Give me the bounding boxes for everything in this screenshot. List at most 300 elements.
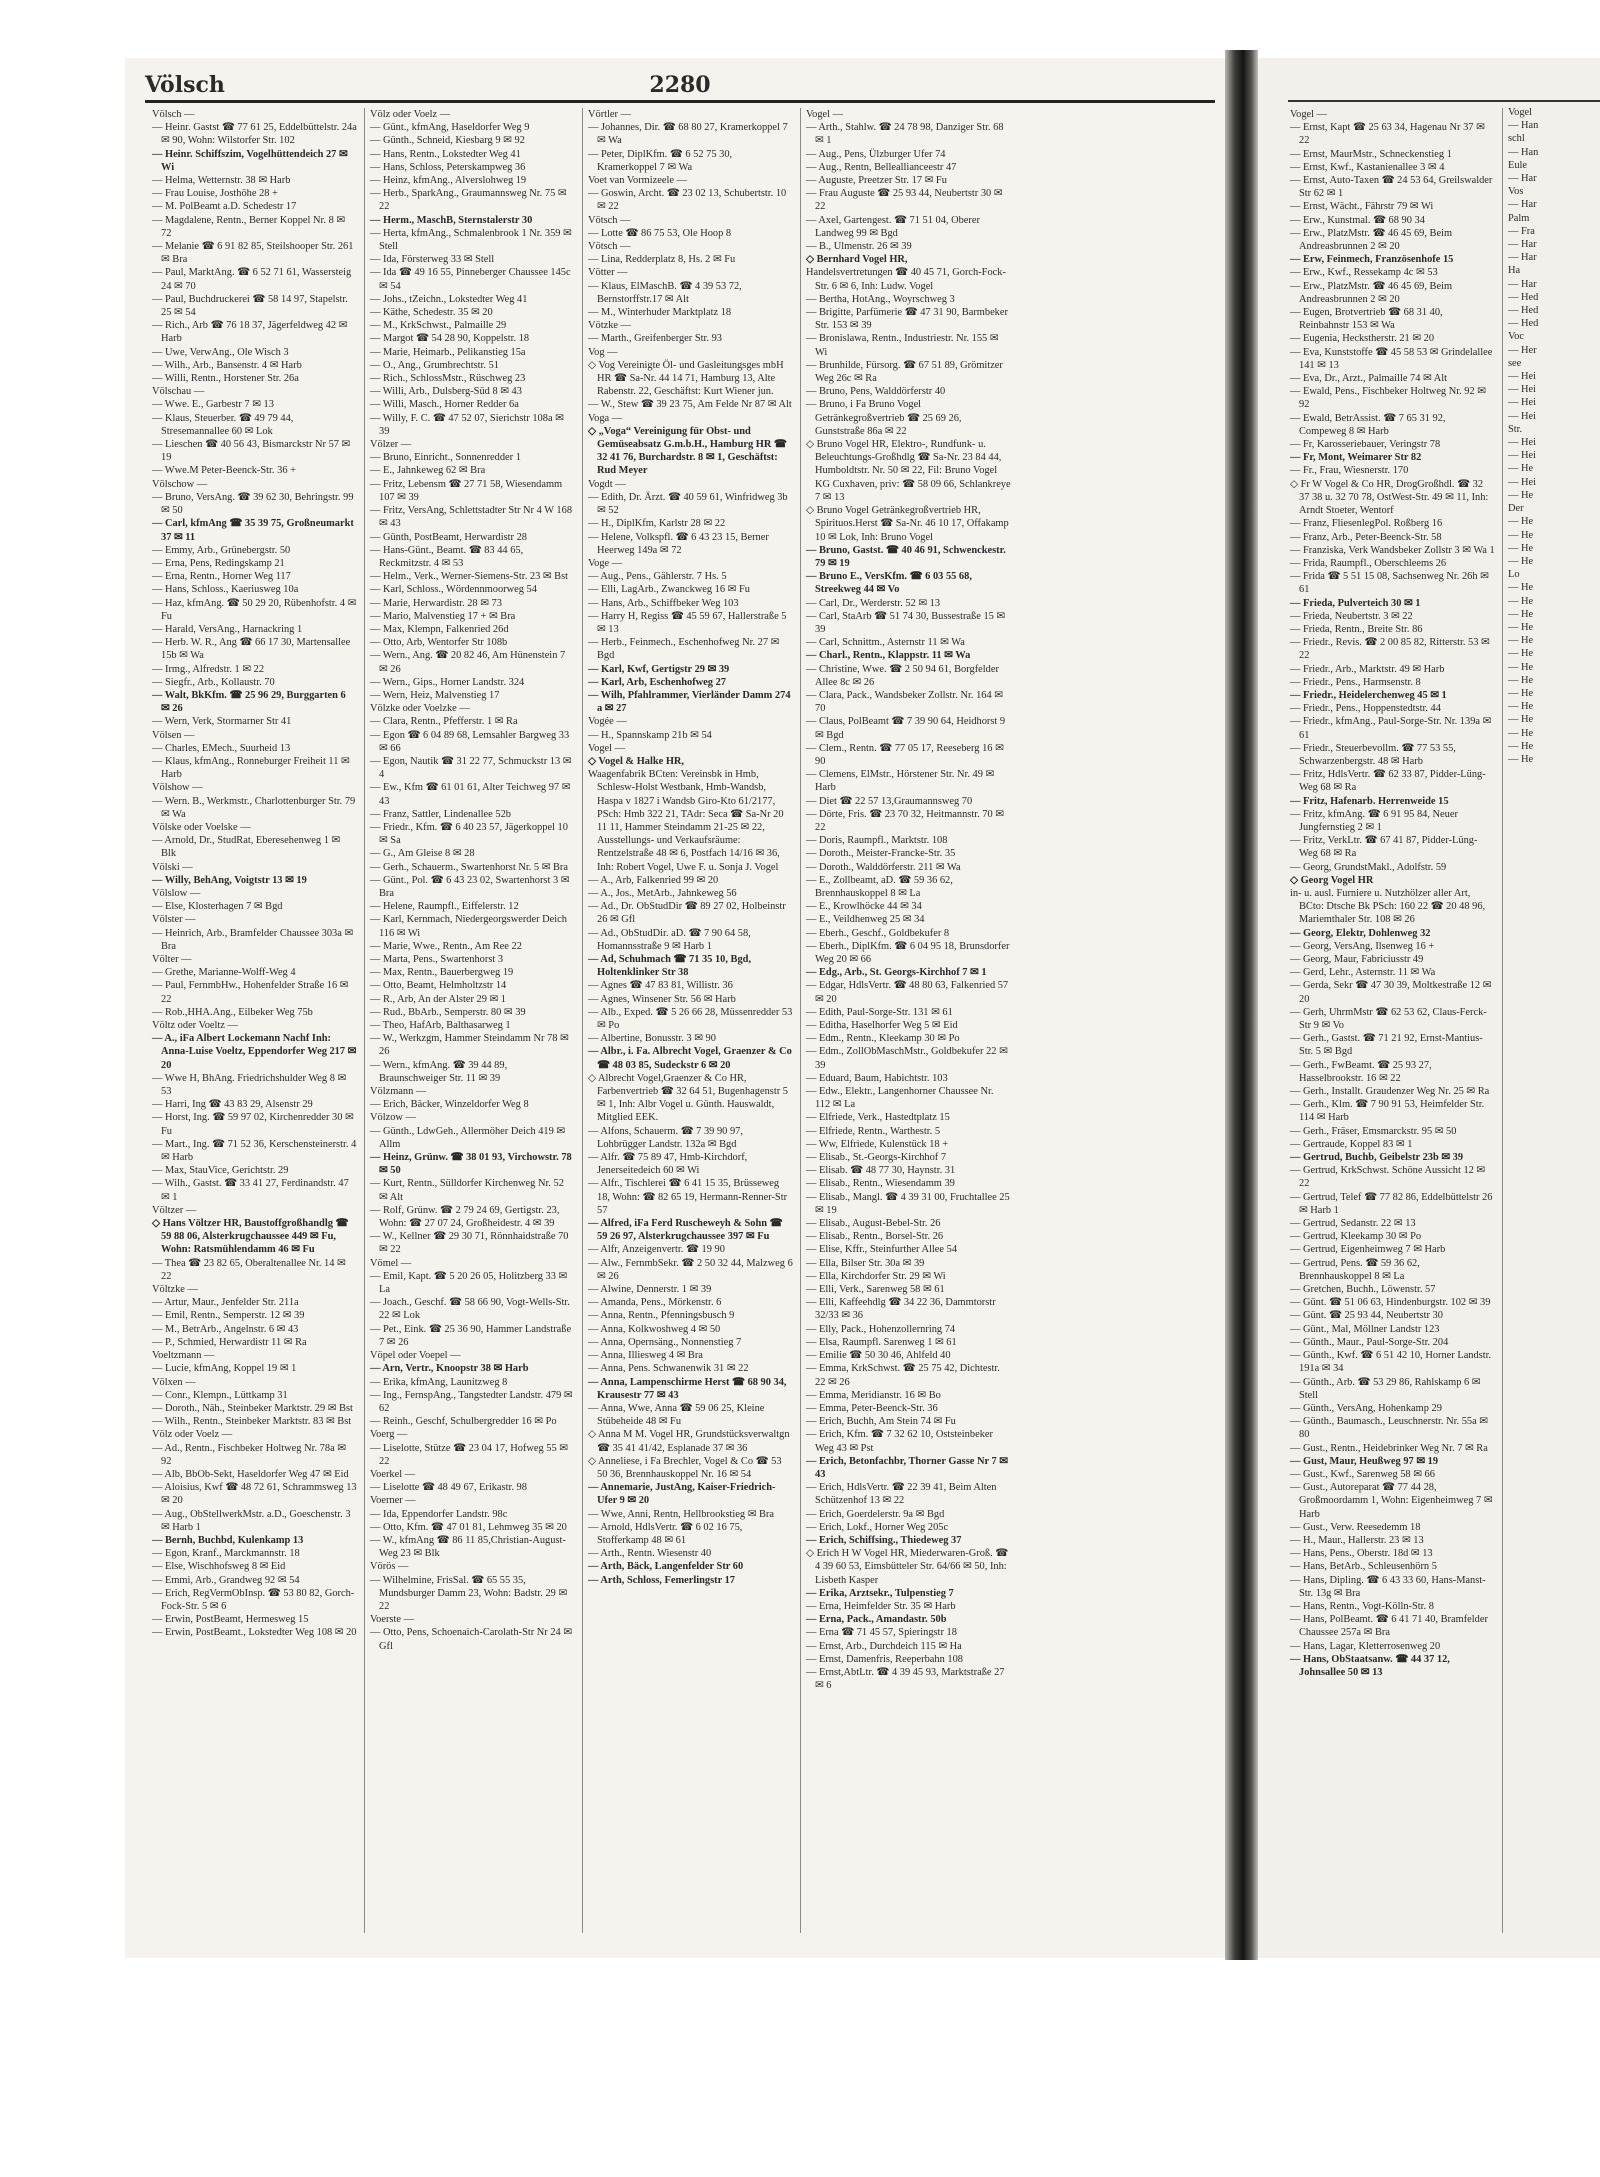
directory-entry: — Wern., Ang. ☎ 20 82 46, Am Hünenstein 7 ✉ 26 <box>370 650 566 675</box>
truncated-entry: — Fra <box>1508 225 1535 237</box>
directory-entry: — Haz, kfmAng. ☎ 50 29 20, Rübenhofstr. 4 ✉ Fu <box>152 597 357 622</box>
directory-entry: ◇ Vog Vereinigte Öl- und Gasleitungsges mbH HR ☎ Sa-Nr. 44 14 71, Hamburg 13, Alte Rabenstr. 22, Geschäftst: Kurt Wiener jun. <box>588 359 784 398</box>
directory-entry: — Hans, Arb., Schiffbeker Weg 103 <box>588 597 739 609</box>
truncated-entry: — He <box>1508 753 1534 765</box>
directory-entry: — Artur, Maur., Jenfelder Str. 211a <box>152 1297 299 1309</box>
header-rule <box>145 100 1215 103</box>
directory-entry: — Günth, PostBeamt, Herwardistr 28 <box>370 531 527 543</box>
directory-entry: — Herb., Feinmech., Eschenhofweg Nr. 27 ✉ Bgd <box>588 637 780 662</box>
directory-entry: — Gertrud, Telef ☎ 77 82 86, Eddelbüttelstr 26 ✉ Harb 1 <box>1290 1191 1493 1216</box>
directory-entry: — Gerh., Gastst. ☎ 71 21 92, Ernst-Mantius-Str. 5 ✉ Bgd <box>1290 1033 1483 1058</box>
directory-entry: — W., kfmAng ☎ 86 11 85,Christian-August-Weg 23 ✉ Blk <box>370 1534 566 1560</box>
directory-entry: — Fritz, VerkLtr. ☎ 67 41 87, Pidder-Lüng-Weg 68 ✉ Ra <box>1290 835 1478 860</box>
directory-entry: — E., Krowlhöcke 44 ✉ 34 <box>806 901 922 913</box>
truncated-entry: — He <box>1508 701 1534 713</box>
directory-entry: — Emilie ☎ 50 30 46, Ahlfeld 40 <box>806 1350 951 1362</box>
directory-entry: — Doroth., Meister-Francke-Str. 35 <box>806 848 956 860</box>
directory-entry: — Max, Klempn, Falkenried 26d <box>370 623 509 635</box>
truncated-entry: — He <box>1508 674 1534 686</box>
directory-entry: — Friedr., Pens., Harmsenstr. 8 <box>1290 676 1421 688</box>
directory-entry: — Karl, Kernmach, Niedergeorgswerder Deich 116 ✉ Wi <box>370 914 567 939</box>
surname-heading: Vörtler — <box>588 109 631 120</box>
surname-heading: Völtz oder Voeltz — <box>152 1020 238 1032</box>
directory-entry: — Fr., Frau, Wiesnerstr. 170 <box>1290 465 1409 477</box>
directory-entry: — Hans, PolBeamt. ☎ 6 41 71 40, Bramfelder Chaussee 257a ✉ Bra <box>1290 1614 1488 1639</box>
truncated-entry: — Har <box>1508 173 1537 185</box>
truncated-entry: — He <box>1508 648 1534 660</box>
directory-entry: — Aug., Pens, Ülzburger Ufer 74 <box>806 148 946 160</box>
directory-column-5 <box>1290 108 1495 1679</box>
directory-entry: — Else, Klosterhagen 7 ✉ Bgd <box>152 901 283 913</box>
directory-entry: — Helene, Raumpfl., Eiffelerstr. 12 <box>370 901 519 913</box>
directory-entry: — Frieda, Neubertstr. 3 ✉ 22 <box>1290 610 1413 622</box>
directory-entry: — Elli, Verk., Sarenweg 58 ✉ 61 <box>806 1284 945 1296</box>
directory-entry: — Emmi, Arb., Grandweg 92 ✉ 54 <box>152 1574 300 1586</box>
directory-entry: — Ernst,AbtLtr. ☎ 4 39 45 93, Marktstraße 27 ✉ 6 <box>806 1666 1005 1692</box>
directory-entry: — Annemarie, JustAng, Kaiser-Friedrich-Ufer 9 ✉ 20 <box>588 1482 776 1507</box>
surname-heading: Voerste — <box>370 1614 414 1626</box>
truncated-entry: — Hei <box>1508 410 1536 422</box>
directory-entry: — Ella, Kirchdorfer Str. 29 ✉ Wi <box>806 1270 946 1282</box>
directory-entry: — Alfr., Tischlerei ☎ 6 41 15 35, Brüsseweg 18, Wohn: ☎ 82 65 19, Hermann-Renner-Str 57 <box>588 1178 788 1216</box>
directory-entry: — Horst, Ing. ☎ 59 97 02, Kirchenredder 30 ✉ Fu <box>152 1112 354 1137</box>
directory-entry: — Erw., PlatzMstr. ☎ 46 45 69, Beim Andreasbrunnen 2 ✉ 20 <box>1290 280 1453 305</box>
directory-entry: — Günth., LdwGeh., Allermöher Deich 419 ✉ Allm <box>370 1125 566 1150</box>
directory-entry: — O., Ang., Grumbrechtstr. 51 <box>370 359 500 371</box>
surname-heading: Völsen — <box>152 729 195 741</box>
truncated-entry: — He <box>1508 555 1534 567</box>
directory-entry: — Carl, kfmAng ☎ 35 39 75, Großneumarkt 37 ✉ 11 <box>152 518 354 543</box>
directory-column-4 <box>806 108 1011 1692</box>
directory-column-1 <box>152 108 357 1640</box>
directory-entry: — Hans, Rentn., Vogt-Kölln-Str. 8 <box>1290 1600 1434 1612</box>
directory-entry: — Wilh., Gastst. ☎ 33 41 27, Ferdinandstr. 47 ✉ 1 <box>152 1178 349 1203</box>
directory-entry: — Marta, Pens., Swartenhorst 3 <box>370 954 504 965</box>
directory-entry: — Lina, Redderplatz 8, Hs. 2 ✉ Fu <box>588 254 736 266</box>
surname-heading: Vöpel oder Voepel — <box>370 1350 461 1362</box>
truncated-entry: — Har <box>1508 278 1537 290</box>
surname-heading: Völzmann — <box>370 1086 427 1098</box>
directory-entry: — Erna, Pack., Amandastr. 50b <box>806 1614 947 1626</box>
directory-entry: — Diet ☎ 22 57 13,Graumannsweg 70 <box>806 795 973 807</box>
directory-entry: — Friedr., Pens., Hoppenstedtstr. 44 <box>1290 703 1441 715</box>
column-divider <box>364 108 365 1933</box>
directory-entry: — Gerh., Fräser, Emsmarckstr. 95 ✉ 50 <box>1290 1125 1457 1137</box>
directory-entry: — Erw., Kunstmal. ☎ 68 90 34 <box>1290 214 1425 226</box>
directory-entry: — Harald, VersAng., Harnackring 1 <box>152 623 303 635</box>
directory-entry: — Frida, Raumpfl., Oberschleems 26 <box>1290 557 1447 569</box>
directory-entry: — Arth., Rentn. Wiesenstr 40 <box>588 1548 712 1560</box>
directory-entry: — Pet., Eink. ☎ 25 36 90, Hammer Landstraße 7 ✉ 26 <box>370 1323 572 1348</box>
surname-heading: Völzer — <box>370 439 412 451</box>
truncated-entry: — He <box>1508 740 1534 752</box>
page-number: 2280 <box>649 72 711 98</box>
directory-entry: ◇ Erich H W Vogel HR, Miederwaren-Groß. ☎ 4 39 60 53, Eimsbütteler Str. 64/66 ✉ 50, Inh: Lisbeth Kasper <box>806 1548 1009 1586</box>
directory-entry: — Frieda, Rentn., Breite Str. 86 <box>1290 623 1423 635</box>
directory-entry: — Bernh, Buchbd, Kulenkamp 13 <box>152 1534 304 1546</box>
directory-entry: — Erich, Goerdelerstr. 9a ✉ Bgd <box>806 1508 945 1520</box>
directory-entry: — Alwine, Dennerstr. 1 ✉ 39 <box>588 1284 712 1296</box>
directory-entry: — Elisab. ☎ 48 77 30, Haynstr. 31 <box>806 1165 956 1177</box>
directory-entry: — Ida, Försterweg 33 ✉ Stell <box>370 254 495 266</box>
directory-entry: — Johannes, Dir. ☎ 68 80 27, Kramerkoppel 7 ✉ Wa <box>588 122 788 147</box>
directory-entry: — Elisab., Mangl. ☎ 4 39 31 00, Fruchtallee 25 ✉ 19 <box>806 1191 1010 1216</box>
truncated-entry: — He <box>1508 463 1534 475</box>
directory-entry: — Arnold, Dr., StudRat, Eberesehenweg 1 ✉ Blk <box>152 835 341 860</box>
directory-entry: — Erich, Schiffsing., Thiedeweg 37 <box>806 1534 962 1546</box>
truncated-entry: — Hei <box>1508 371 1536 383</box>
directory-entry: — Fritz, VersAng, Schlettstadter Str Nr 4 W 168 ✉ 43 <box>370 505 573 530</box>
surname-heading: Vötsch — <box>588 241 631 253</box>
directory-entry: — Friedr., Kfm. ☎ 6 40 23 57, Jägerkoppel 10 ✉ Sa <box>370 821 568 847</box>
directory-entry: ◇ „Voga“ Vereinigung für Obst- und Gemüseabsatz G.m.b.H., Hamburg HR ☎ 32 41 76, Burchardstr. 8 ✉ 1, Geschäftst: Rud Meyer <box>588 425 787 477</box>
directory-entry: — Wilh., Arb., Bansenstr. 4 ✉ Harb <box>152 359 302 371</box>
truncated-entry: — Hei <box>1508 397 1536 409</box>
directory-entry: — Klaus, kfmAng., Ronneburger Freiheit 11 ✉ Harb <box>152 755 350 781</box>
directory-entry: — Franz, FliesenlegPol. Roßberg 16 <box>1290 518 1443 530</box>
surname-heading: Völz oder Voelz — <box>370 109 451 120</box>
directory-entry: — Elly, Pack., Hohenzollernring 74 <box>806 1323 956 1335</box>
directory-entry: — M., Winterhuder Marktplatz 18 <box>588 307 732 319</box>
truncated-entry: Vos <box>1508 186 1524 198</box>
directory-entry: ◇ Bruno Vogel Getränkegroßvertrieb HR, Spirituos.Herst ☎ Sa-Nr. 46 10 17, Offakamp 10 ✉ Lok, Inh: Bruno Vogel <box>806 505 1009 543</box>
truncated-entry: see <box>1508 357 1522 369</box>
directory-entry: — Günt., Mal, Möllner Landstr 123 <box>1290 1323 1440 1335</box>
directory-entry: — Wwe H, BhAng. Friedrichshulder Weg 8 ✉ 53 <box>152 1072 347 1098</box>
directory-entry: — Edm., ZollObMaschMstr., Goldbekufer 22 ✉ 39 <box>806 1046 1008 1071</box>
directory-entry: — Hans, Lagar, Kletterrosenweg 20 <box>1290 1640 1441 1652</box>
directory-entry: ◇ Anneliese, i Fa Brechler, Vogel & Co ☎ 53 50 36, Brennhauskoppel Nr. 16 ✉ 54 <box>588 1455 782 1480</box>
directory-entry: — Edm., Rentn., Kleekamp 30 ✉ Po <box>806 1033 960 1045</box>
directory-entry: — Fritz, Hafenarb. Herrenweide 15 <box>1290 795 1449 807</box>
surname-heading: Völske oder Voelske — <box>152 821 251 833</box>
surname-heading: Vogdt — <box>588 478 626 490</box>
directory-entry: — Friedr., Arb., Marktstr. 49 ✉ Harb <box>1290 663 1445 675</box>
directory-entry: — Johs., tZeichn., Lokstedter Weg 41 <box>370 293 528 305</box>
directory-entry: — Elisab., August-Bebel-Str. 26 <box>806 1218 941 1230</box>
directory-entry: — Gust., Autoreparat ☎ 77 44 28, Großmoordamm 1, Wohn: Eigenheimweg 7 ✉ Harb <box>1290 1482 1493 1520</box>
directory-entry: — Edith, Paul-Sorge-Str. 131 ✉ 61 <box>806 1006 953 1018</box>
directory-entry: — Clara, Rentn., Pfefferstr. 1 ✉ Ra <box>370 716 518 728</box>
directory-entry: — Lucie, kfmAng, Koppel 19 ✉ 1 <box>152 1363 297 1375</box>
directory-entry: — Anna, Lampenschirme Herst ☎ 68 90 34, Krausestr 77 ✉ 43 <box>588 1376 787 1401</box>
directory-entry: — Gertrud, Pens. ☎ 59 36 62, Brennhauskoppel 8 ✉ La <box>1290 1257 1420 1282</box>
truncated-entry: — He <box>1508 661 1534 673</box>
directory-entry: — Elise, Kffr., Steinfurther Allee 54 <box>806 1244 958 1256</box>
directory-entry: — Elisab., St.-Georgs-Kirchhof 7 <box>806 1152 947 1164</box>
directory-entry: — Georg, Maur, Fabriciusstr 49 <box>1290 954 1424 965</box>
directory-entry: — M., KrkSchwst., Palmaille 29 <box>370 320 507 332</box>
directory-entry: ◇ Anna M M. Vogel HR, Grundstücksverwaltgn ☎ 35 41 41/42, Esplanade 37 ✉ 36 <box>588 1429 790 1454</box>
directory-entry: — Arth, Bäck, Langenfelder Str 60 <box>588 1561 744 1573</box>
directory-entry: — Emma, Meridianstr. 16 ✉ Bo <box>806 1389 941 1401</box>
directory-entry: — Rud., BbArb., Semperstr. 80 ✉ 39 <box>370 1006 526 1018</box>
directory-entry: — Gust, Maur, Heußweg 97 ✉ 19 <box>1290 1455 1439 1467</box>
directory-entry: — Wern., Gips., Horner Landstr. 324 <box>370 676 525 688</box>
directory-entry: — Ad., ObStudDir. aD. ☎ 7 90 64 58, Homannsstraße 9 ✉ Harb 1 <box>588 927 751 952</box>
directory-entry: — Gerh., FwBeamt. ☎ 25 93 27, Hasselbrookstr. 16 ✉ 22 <box>1290 1059 1432 1084</box>
directory-entry: — Günt. ☎ 51 06 63, Hindenburgstr. 102 ✉ 39 <box>1290 1297 1491 1309</box>
directory-entry: — Theo, HafArb, Balthasarweg 1 <box>370 1020 511 1032</box>
truncated-entry: — He <box>1508 714 1534 726</box>
directory-entry: — Hans, Schloss, Peterskampweg 36 <box>370 161 526 173</box>
truncated-entry: — Har <box>1508 252 1537 264</box>
directory-entry: — Otto, Arb, Wentorfer Str 108b <box>370 637 508 649</box>
directory-entry: — Gerh., Installt. Graudenzer Weg Nr. 25 ✉ Ra <box>1290 1086 1490 1098</box>
directory-entry: — Wilh, Pfahlrammer, Vierländer Damm 274 a ✉ 27 <box>588 689 791 715</box>
directory-entry: — Frida ☎ 5 51 15 08, Sachsenweg Nr. 26h ✉ 61 <box>1290 571 1489 596</box>
directory-column-3 <box>588 108 793 1587</box>
directory-entry: — Ad., Rentn., Fischbeker Holtweg Nr. 78a ✉ 92 <box>152 1442 346 1467</box>
directory-entry: — Bruno, Pens, Walddörferstr 40 <box>806 386 946 398</box>
directory-entry: — Hans, Dipling. ☎ 6 43 33 60, Hans-Manst-Str. 13g ✉ Bra <box>1290 1574 1486 1599</box>
directory-entry: — Ida, Eppendorfer Landstr. 98c <box>370 1508 508 1520</box>
directory-entry: — H., Spannskamp 21b ✉ 54 <box>588 729 712 741</box>
directory-entry: — Otto, Pens, Schoenaich-Carolath-Str Nr 24 ✉ Gfl <box>370 1627 573 1652</box>
truncated-entry: — He <box>1508 621 1534 633</box>
directory-entry: — Elisab., Rentn., Wiesendamm 39 <box>806 1178 955 1190</box>
directory-entry: — A., iFa Albert Lockemann Nachf Inh: Anna-Luise Voeltz, Eppendorfer Weg 217 ✉ 20 <box>152 1033 357 1071</box>
directory-entry: — Doroth., Walddörferstr. 211 ✉ Wa <box>806 861 961 873</box>
directory-entry: Handelsvertretungen ☎ 40 45 71, Gorch-Fock-Str. 6 ✉ 6, Inh: Ludw. Vogel <box>806 267 1006 292</box>
directory-entry: — Emma, Peter-Beenck-Str. 36 <box>806 1402 938 1414</box>
surname-heading: Völshow — <box>152 782 203 794</box>
directory-entry: — Wwe. E., Garbestr 7 ✉ 13 <box>152 399 274 411</box>
directory-entry: — Gertrud, KrkSchwst. Schöne Aussicht 12 ✉ 22 <box>1290 1165 1486 1190</box>
directory-entry: ◇ Bruno Vogel HR, Elektro-, Rundfunk- u. Beleuchtungs-Großhdlg ☎ Sa-Nr. 23 84 44, Humboldtstr. Nr. 50 ✉ 22, Fil: Bruno Vogel KG Cuxhaven, priv: ☎ 58 09 66, Schlankreye 7 ✉ 13 <box>806 439 1011 503</box>
directory-entry: — Klaus, Steuerber. ☎ 49 79 44, Stresemannallee 60 ✉ Lok <box>152 412 294 437</box>
directory-entry: — Elfriede, Rentn., Warthestr. 5 <box>806 1125 941 1137</box>
directory-entry: — Liselotte, Stütze ☎ 23 04 17, Hofweg 55 ✉ 22 <box>370 1442 568 1467</box>
directory-entry: — Fritz, kfmAng. ☎ 6 91 95 84, Neuer Jungfernstieg 2 ✉ 1 <box>1290 808 1458 833</box>
directory-entry: — Fr, Mont, Weimarer Str 82 <box>1290 452 1422 464</box>
surname-heading: Vogel — <box>806 109 844 120</box>
directory-entry: — Bruno, Einricht., Sonnenredder 1 <box>370 452 521 464</box>
truncated-entry: Str. <box>1508 423 1523 435</box>
directory-entry: — Albertine, Bonusstr. 3 ✉ 90 <box>588 1033 716 1045</box>
directory-entry: ◇ Bernhard Vogel HR, <box>806 254 908 266</box>
directory-entry: — Ernst, Arb., Durchdeich 115 ✉ Ha <box>806 1640 962 1652</box>
directory-entry: — Gertrud, Sedanstr. 22 ✉ 13 <box>1290 1218 1416 1230</box>
book-gutter <box>1225 50 1258 1960</box>
surname-heading: Vötter — <box>588 267 628 279</box>
surname-heading: Vörös — <box>370 1561 409 1573</box>
directory-entry: — Gretchen, Buchh., Löwenstr. 57 <box>1290 1284 1436 1296</box>
directory-entry: — Anna, Wwe, Anna ☎ 59 06 25, Kleine Stübeheide 48 ✉ Fu <box>588 1402 765 1428</box>
surname-heading: Vötsch — <box>588 214 631 226</box>
directory-entry: — Hans, Pens., Oberstr. 18d ✉ 13 <box>1290 1548 1433 1560</box>
directory-entry: — Margot ☎ 54 28 90, Koppelstr. 18 <box>370 333 530 345</box>
directory-entry: — Walt, BkKfm. ☎ 25 96 29, Burggarten 6 ✉ 26 <box>152 689 346 715</box>
directory-entry: — Mart., Ing. ☎ 71 52 36, Kerschensteinerstr. 4 ✉ Harb <box>152 1138 357 1164</box>
directory-entry: — Rolf, Grünw. ☎ 2 79 24 69, Gertigstr. 23, Wohn: ☎ 27 07 24, Großheidestr. 4 ✉ 39 <box>370 1204 560 1230</box>
directory-entry: — Rich., SchlossMstr., Rüschweg 23 <box>370 373 526 385</box>
directory-entry: — Erna, Heimfelder Str. 35 ✉ Harb <box>806 1600 956 1612</box>
directory-entry: — Agnes ☎ 47 83 81, Willistr. 36 <box>588 980 733 992</box>
directory-entry: — Erich, RegVermObInsp. ☎ 53 80 82, Gorch-Fock-Str. 5 ✉ 6 <box>152 1587 355 1612</box>
directory-entry: — Elfriede, Verk., Hastedtplatz 15 <box>806 1112 950 1124</box>
directory-entry: — Albr., i. Fa. Albrecht Vogel, Graenzer & Co ☎ 48 03 85, Sudeckstr 6 ✉ 20 <box>588 1046 792 1071</box>
directory-entry: — Erich, Betonfachbr, Thorner Gasse Nr 7 ✉ 43 <box>806 1455 1008 1480</box>
directory-entry: — Joach., Geschf. ☎ 58 66 90, Vogt-Wells-Str. 22 ✉ Lok <box>370 1297 570 1322</box>
surname-heading: Völzow — <box>370 1112 416 1124</box>
directory-entry: — Erich, Lokf., Horner Weg 205c <box>806 1521 949 1533</box>
directory-entry: — Helma, Wetternstr. 38 ✉ Harb <box>152 175 291 187</box>
directory-entry: — Anna, Pens. Schwanenwik 31 ✉ 22 <box>588 1363 749 1375</box>
directory-entry: — Ww, Elfriede, Kulenstück 18 + <box>806 1138 949 1150</box>
directory-entry: — Arth., Stahlw. ☎ 24 78 98, Danziger Str. 68 ✉ 1 <box>806 122 1004 147</box>
directory-entry: — Ernst, Wächt., Fährstr 79 ✉ Wi <box>1290 201 1434 213</box>
truncated-entry: — He <box>1508 489 1534 501</box>
directory-entry: — Melanie ☎ 6 91 82 85, Steilshooper Str. 261 ✉ Bra <box>152 241 354 266</box>
surname-heading: Vömel — <box>370 1257 412 1269</box>
directory-entry: — Karl, Arb, Eschenhofweg 27 <box>588 676 726 688</box>
truncated-entry: — He <box>1508 529 1534 541</box>
surname-heading: Völxen — <box>152 1376 196 1388</box>
directory-entry: — Ernst, Kwf., Kastanienallee 3 ✉ 4 <box>1290 161 1445 173</box>
directory-entry: — Georg, VersAng, Ilsenweg 16 + <box>1290 940 1435 952</box>
truncated-entry: — He <box>1508 635 1534 647</box>
directory-entry: — Marie, Heimarb., Pelikanstieg 15a <box>370 346 526 358</box>
directory-entry: — Eduard, Baum, Habichtstr. 103 <box>806 1072 948 1084</box>
truncated-entry: — Han <box>1508 120 1539 132</box>
directory-entry: — Gerd, Lehr., Asternstr. 11 ✉ Wa <box>1290 967 1436 979</box>
directory-entry: — Erich, Bäcker, Winzeldorfer Weg 8 <box>370 1099 529 1111</box>
directory-entry: — Helm., Verk., Werner-Siemens-Str. 23 ✉ Bst <box>370 571 569 583</box>
directory-entry: — Brigitte, Parfümerie ☎ 47 31 90, Barmbeker Str. 153 ✉ 39 <box>806 307 1008 332</box>
directory-entry: — Lotte ☎ 86 75 53, Ole Hoop 8 <box>588 227 732 239</box>
directory-entry: — Friedr., Heidelerchenweg 45 ✉ 1 <box>1290 689 1447 701</box>
directory-entry: — Erich, Buchh, Am Stein 74 ✉ Fu <box>806 1416 956 1428</box>
directory-entry: — Willi, Masch., Horner Redder 6a <box>370 399 519 411</box>
directory-entry: — Alfr. ☎ 75 89 47, Hmb-Kirchdorf, Jenerseitedeich 60 ✉ Wi <box>588 1152 748 1177</box>
directory-entry: — Claus, PolBeamt ☎ 7 39 90 64, Heidhorst 9 ✉ Bgd <box>806 716 1006 741</box>
directory-entry: — Fr, Karosseriebauer, Veringstr 78 <box>1290 439 1441 451</box>
surname-heading: Vog — <box>588 346 618 358</box>
truncated-entry: — Har <box>1508 239 1537 251</box>
directory-entry: — Wern. B., Werkmstr., Charlottenburger Str. 79 ✉ Wa <box>152 795 356 820</box>
truncated-entry: — He <box>1508 727 1534 739</box>
directory-entry: — Wwe.M Peter-Beenck-Str. 36 + <box>152 465 296 477</box>
truncated-entry: Palm <box>1508 212 1530 224</box>
directory-entry: — Otto, Beamt, Helmholtzstr 14 <box>370 980 507 992</box>
truncated-entry: — He <box>1508 516 1534 528</box>
surname-heading: Voga — <box>588 412 623 424</box>
truncated-entry: — He <box>1508 608 1534 620</box>
directory-entry: — Carl, Schnittm., Asternstr 11 ✉ Wa <box>806 637 965 649</box>
directory-entry: — W., Stew ☎ 39 23 75, Am Felde Nr 87 ✉ Alt <box>588 399 792 411</box>
truncated-entry: — Hed <box>1508 318 1539 330</box>
directory-entry: — Rich., Arb ☎ 76 18 37, Jägerfeldweg 42 ✉ Harb <box>152 320 348 345</box>
directory-entry: — Franz, Arb., Peter-Beenck-Str. 58 <box>1290 531 1442 543</box>
surname-heading: Voerner — <box>370 1495 416 1507</box>
directory-entry: — Hans, BetArb., Schleusenhörn 5 <box>1290 1561 1437 1573</box>
column-divider <box>800 108 801 1933</box>
directory-entry: — Bertha, HotAng., Woyrschweg 3 <box>806 293 955 305</box>
directory-entry: — Rob.,HHA.Ang., Eilbeker Weg 75b <box>152 1006 313 1018</box>
directory-entry: — Klaus, ElMaschB. ☎ 4 39 53 72, Bernstorffstr.17 ✉ Alt <box>588 280 742 305</box>
directory-entry: — Clem., Rentn. ☎ 77 05 17, Reeseberg 16 ✉ 90 <box>806 742 1004 767</box>
directory-entry: — Ernst, Kapt ☎ 25 63 34, Hagenau Nr 37 ✉ 22 <box>1290 122 1485 147</box>
truncated-entry: — Hei <box>1508 476 1536 488</box>
directory-entry: — Elsa, Raumpfl. Sarenweg 1 ✉ 61 <box>806 1336 957 1348</box>
directory-entry: — Carl, Dr., Werderstr. 52 ✉ 13 <box>806 597 941 609</box>
directory-entry: — Marie, Wwe., Rentn., Am Ree 22 <box>370 940 522 952</box>
truncated-entry: — Hei <box>1508 437 1536 449</box>
directory-entry: — Herb. W. R., Ang ☎ 66 17 30, Martensallee 15b ✉ Wa <box>152 637 351 662</box>
directory-entry: — Friedr., kfmAng., Paul-Sorge-Str. Nr. 139a ✉ 61 <box>1290 716 1492 741</box>
directory-entry: — Carl, StaArb ☎ 51 74 30, Bussestraße 15 ✉ 39 <box>806 610 1006 635</box>
directory-entry: — Aug., Pens., Gählerstr. 7 Hs. 5 <box>588 571 727 583</box>
directory-entry: — Eberh., DiplKfm. ☎ 6 04 95 18, Brunsdorfer Weg 20 ✉ 66 <box>806 940 1010 965</box>
directory-entry: — Agnes, Winsener Str. 56 ✉ Harb <box>588 993 736 1005</box>
directory-entry: — Friedr., Steuerbevollm. ☎ 77 53 55, Schwarzenbergstr. 48 ✉ Harb <box>1290 742 1456 767</box>
directory-entry: — Gerh, UhrmMstr ☎ 62 53 62, Claus-Ferck-Str 9 ✉ Vo <box>1290 1006 1487 1032</box>
directory-entry: — Gust., Rentn., Heidebrinker Weg Nr. 7 ✉ Ra <box>1290 1442 1488 1454</box>
directory-entry: — Elisab., Rentn., Borsel-Str. 26 <box>806 1231 944 1243</box>
truncated-entry: Vogel <box>1508 107 1533 118</box>
directory-entry: — Hans-Günt., Beamt. ☎ 83 44 65, Reckmitzstr. 4 ✉ 53 <box>370 544 524 569</box>
surname-heading: Völsch — <box>152 109 195 120</box>
directory-entry: — Eugenia, Heckstherstr. 21 ✉ 20 <box>1290 333 1435 345</box>
directory-entry: — Willy, F. C. ☎ 47 52 07, Sierichstr 108a ✉ 39 <box>370 412 564 437</box>
directory-entry: — Aug., ObStellwerkMstr. a.D., Goeschenstr. 3 ✉ Harb 1 <box>152 1508 351 1533</box>
directory-entry: — Heinr. Schiffszim, Vogelhüttendeich 27 ✉ Wi <box>152 148 348 173</box>
directory-entry: — Ad., Dr. ObStudDir ☎ 89 27 02, Holbeinstr 26 ✉ Gfl <box>588 901 786 926</box>
surname-heading: Völtzke — <box>152 1284 198 1296</box>
directory-entry: — Ewald, BetrAssist. ☎ 7 65 31 92, Compeweg 8 ✉ Harb <box>1290 412 1446 437</box>
directory-entry: — Arnold, HdlsVertr. ☎ 6 02 16 75, Stofferkamp 48 ✉ 61 <box>588 1521 743 1546</box>
directory-entry: — Erna, Pens, Redingskamp 21 <box>152 557 285 569</box>
directory-entry: — Bronislawa, Rentn., Industriestr. Nr. 155 ✉ Wi <box>806 333 999 358</box>
directory-entry: — Liselotte ☎ 48 49 67, Erikastr. 98 <box>370 1482 527 1494</box>
directory-entry: — Hans, ObStaatsanw. ☎ 44 37 12, Johnsallee 50 ✉ 13 <box>1290 1653 1450 1678</box>
directory-entry: — Alw., FernmbSekr. ☎ 2 50 32 44, Malzweg 6 ✉ 26 <box>588 1257 793 1282</box>
directory-column-6-edge <box>1508 106 1600 766</box>
directory-entry: — H., Maur., Hallerstr. 23 ✉ 13 <box>1290 1534 1424 1546</box>
directory-entry: — Egon ☎ 6 04 89 68, Lemsahler Bargweg 33 ✉ 66 <box>370 729 570 754</box>
directory-entry: — Clara, Pack., Wandsbeker Zollstr. Nr. 164 ✉ 70 <box>806 689 1003 715</box>
directory-entry: — Goswin, Archt. ☎ 23 02 13, Schubertstr. 10 ✉ 22 <box>588 188 787 213</box>
directory-entry: — Gerda, Sekr ☎ 47 30 39, Moltkestraße 12 ✉ 20 <box>1290 980 1492 1005</box>
directory-entry: — Heinz, Grünw. ☎ 38 01 93, Virchowstr. 78 ✉ 50 <box>370 1152 572 1177</box>
directory-entry: — Emma, KrkSchwst. ☎ 25 75 42, Dichtestr. 22 ✉ 26 <box>806 1363 1000 1388</box>
surname-heading: Völschow — <box>152 478 208 490</box>
directory-entry: — Ida ☎ 49 16 55, Pinneberger Chaussee 145c ✉ 54 <box>370 267 571 292</box>
directory-entry: — Ewald, Pens., Fischbeker Holtweg Nr. 92 ✉ 92 <box>1290 386 1487 411</box>
directory-entry: — Alb., Exped. ☎ 5 26 66 28, Müssenredder 53 ✉ Po <box>588 1006 793 1032</box>
truncated-entry: — He <box>1508 582 1534 594</box>
directory-entry: — Ad, Schuhmach ☎ 71 35 10, Bgd, Holtenklinker Str 38 <box>588 954 752 979</box>
truncated-entry: Eule <box>1508 159 1528 171</box>
directory-entry: — Bruno E., VersKfm. ☎ 6 03 55 68, Streekweg 44 ✉ Vo <box>806 571 972 596</box>
truncated-entry: — Har <box>1508 199 1537 211</box>
directory-entry: — Lieschen ☎ 40 56 43, Bismarckstr Nr 57 ✉ 19 <box>152 439 351 464</box>
directory-entry: — Conr., Klempn., Lüttkamp 31 <box>152 1389 288 1401</box>
directory-entry: — Frau Louise, Josthöhe 28 + <box>152 188 278 200</box>
directory-entry: — Irmg., Alfredstr. 1 ✉ 22 <box>152 663 265 675</box>
directory-entry: — Else, Wischhofsweg 8 ✉ Eid <box>152 1561 286 1573</box>
directory-entry: — Willi, Arb., Dulsberg-Süd 8 ✉ 43 <box>370 386 522 398</box>
directory-entry: in- u. ausl. Furniere u. Nutzhölzer aller Art, BCto: Dtsche Bk PSch: 160 22 ☎ 20 48 96, Mariemthaler Str. 108 ✉ 26 <box>1290 887 1486 926</box>
directory-entry: — Georg, Elektr, Dohlenweg 32 <box>1290 927 1431 939</box>
directory-entry: — Ew., Kfm ☎ 61 01 61, Alter Teichweg 97 ✉ 43 <box>370 782 571 807</box>
directory-entry: — Friedr., Revis. ☎ 2 00 85 82, Ritterstr. 53 ✉ 22 <box>1290 637 1490 662</box>
truncated-entry: — Hei <box>1508 450 1536 462</box>
directory-entry: — Brunhilde, Fürsorg. ☎ 67 51 89, Grömitzer Weg 26c ✉ Ra <box>806 359 1003 385</box>
directory-entry: — Gertrud, Kleekamp 30 ✉ Po <box>1290 1231 1422 1243</box>
directory-entry: — Franz, Sattler, Lindenallee 52b <box>370 808 511 820</box>
